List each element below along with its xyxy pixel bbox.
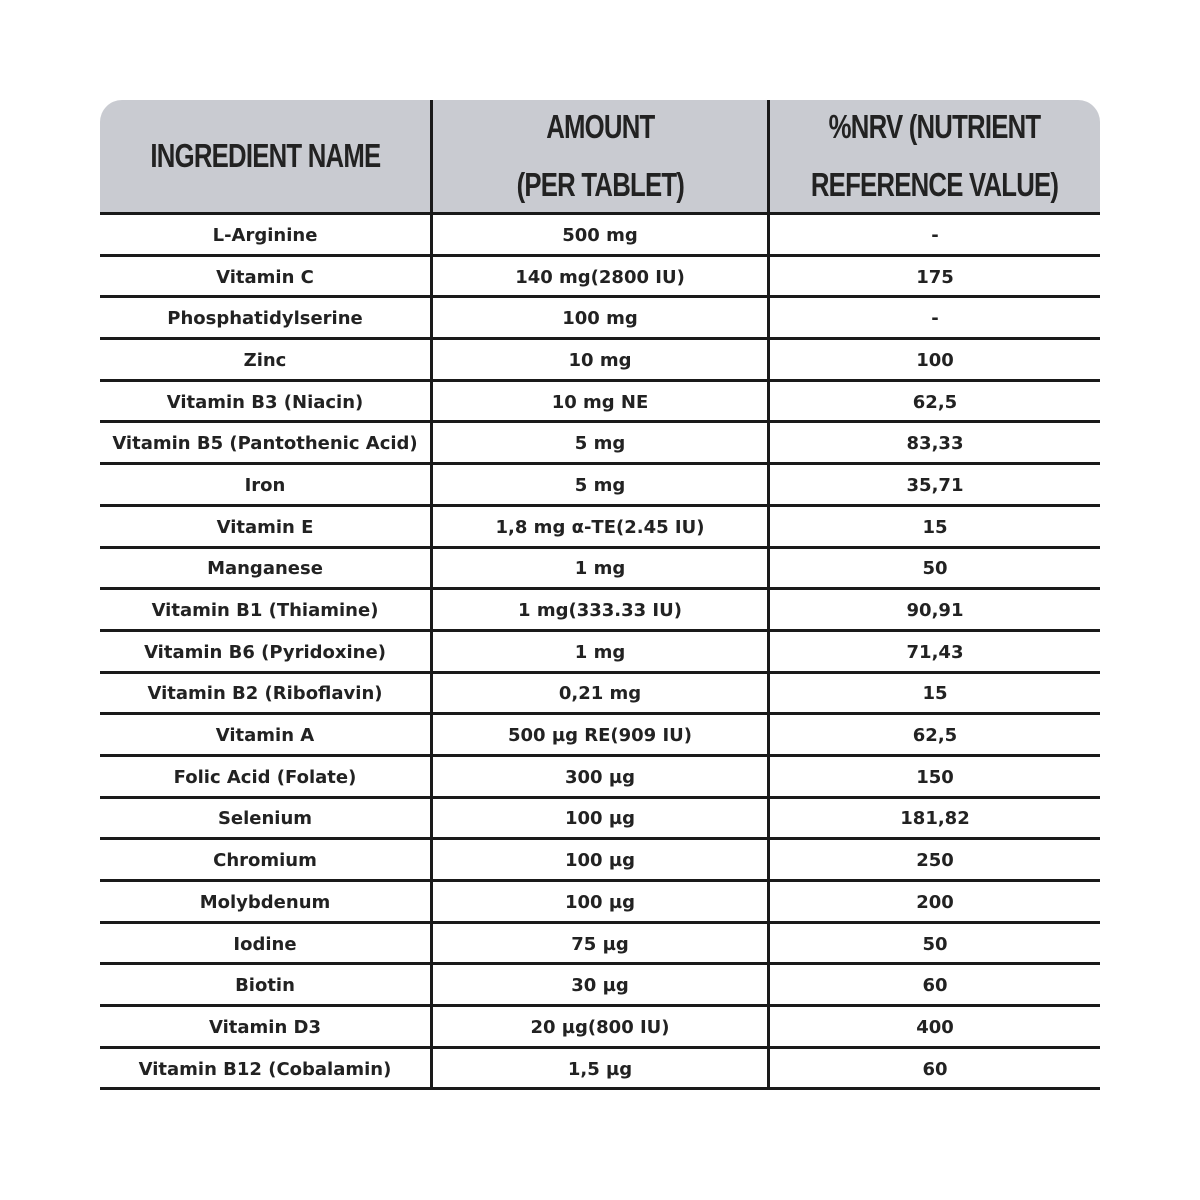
table-body — [100, 215, 1100, 1090]
ingredient-name-cell: Vitamin A — [100, 715, 433, 754]
ingredient-name-cell: Vitamin B2 (Riboflavin) — [100, 674, 433, 713]
header-amount-line2: (PER TABLET) — [516, 166, 684, 203]
table-row — [100, 674, 1100, 716]
ingredient-name-cell: Vitamin B5 (Pantothenic Acid) — [100, 423, 433, 462]
nrv-cell: 71,43 — [906, 641, 964, 663]
amount-cell: 0,21 mg — [433, 674, 770, 713]
nrv-cell: 62,5 — [912, 391, 958, 413]
nrv-cell: 90,91 — [906, 600, 964, 622]
table-row — [100, 590, 1100, 632]
ingredient-name-cell: Vitamin D3 — [100, 1007, 433, 1046]
amount-cell: 100 µg — [433, 840, 770, 879]
ingredient-name-cell: Vitamin B6 (Pyridoxine) — [100, 632, 433, 671]
nrv-cell: 60 — [922, 1058, 948, 1080]
ingredient-name-cell: Folic Acid (Folate) — [100, 757, 433, 796]
amount-cell: 500 mg — [433, 215, 770, 254]
amount-cell: 20 µg(800 IU) — [433, 1007, 770, 1046]
amount-cell: 1 mg — [433, 549, 770, 588]
header-ingredient: INGREDIENT NAME — [150, 137, 380, 174]
table-row — [100, 1049, 1100, 1091]
table-row — [100, 799, 1100, 841]
amount-cell: 140 mg(2800 IU) — [433, 257, 770, 296]
nrv-cell: 250 — [916, 850, 954, 872]
header-nrv-line2: REFERENCE VALUE) — [811, 166, 1059, 203]
nrv-cell: 62,5 — [912, 725, 958, 747]
table-row — [100, 840, 1100, 882]
ingredient-name-cell: Iodine — [100, 924, 433, 963]
header-amount-cell — [433, 100, 770, 212]
header-nrv-line1: %NRV (NUTRIENT — [829, 108, 1041, 145]
table-row — [100, 632, 1100, 674]
ingredient-name-cell: Vitamin B12 (Cobalamin) — [100, 1049, 433, 1088]
amount-cell: 1 mg(333.33 IU) — [433, 590, 770, 629]
table-row — [100, 507, 1100, 549]
table-row — [100, 882, 1100, 924]
ingredient-name-cell: Iron — [100, 465, 433, 504]
ingredient-name-cell: Phosphatidylserine — [100, 298, 433, 337]
amount-cell: 5 mg — [433, 423, 770, 462]
ingredient-name-cell: L-Arginine — [100, 215, 433, 254]
amount-cell: 30 µg — [433, 965, 770, 1004]
table-row — [100, 423, 1100, 465]
nrv-cell: 175 — [916, 266, 954, 288]
nrv-cell: 50 — [922, 933, 948, 955]
table-row — [100, 215, 1100, 257]
nrv-cell: 181,82 — [900, 808, 970, 830]
table-row — [100, 924, 1100, 966]
amount-cell: 300 µg — [433, 757, 770, 796]
nrv-cell: 83,33 — [906, 433, 964, 455]
table-row — [100, 298, 1100, 340]
table-row — [100, 549, 1100, 591]
amount-cell: 1,8 mg α-TE(2.45 IU) — [433, 507, 770, 546]
ingredient-name-cell: Biotin — [100, 965, 433, 1004]
ingredient-name-cell: Vitamin C — [100, 257, 433, 296]
nrv-cell: 200 — [916, 891, 954, 913]
header-amount — [516, 98, 683, 214]
table-row — [100, 965, 1100, 1007]
nrv-cell: - — [931, 224, 939, 246]
amount-cell: 1,5 µg — [433, 1049, 770, 1088]
header-nrv — [811, 98, 1058, 214]
ingredient-name-cell: Molybdenum — [100, 882, 433, 921]
table-header — [100, 100, 1100, 215]
amount-cell: 10 mg — [433, 340, 770, 379]
table-row — [100, 1007, 1100, 1049]
ingredient-name-cell: Zinc — [100, 340, 433, 379]
amount-cell: 10 mg NE — [433, 382, 770, 421]
nrv-cell: 15 — [922, 683, 948, 705]
amount-cell: 100 µg — [433, 882, 770, 921]
ingredient-name-cell: Manganese — [100, 549, 433, 588]
header-ingredient-cell — [100, 100, 433, 212]
table-row — [100, 715, 1100, 757]
table-row — [100, 465, 1100, 507]
ingredient-name-cell: Chromium — [100, 840, 433, 879]
amount-cell: 1 mg — [433, 632, 770, 671]
amount-cell: 75 µg — [433, 924, 770, 963]
amount-cell: 100 µg — [433, 799, 770, 838]
table-row — [100, 757, 1100, 799]
nrv-cell: 400 — [916, 1016, 954, 1038]
amount-cell: 5 mg — [433, 465, 770, 504]
nrv-cell: 60 — [922, 975, 948, 997]
ingredient-name-cell: Vitamin B1 (Thiamine) — [100, 590, 433, 629]
table-row — [100, 257, 1100, 299]
ingredient-name-cell: Selenium — [100, 799, 433, 838]
table-row — [100, 382, 1100, 424]
nrv-cell: 50 — [922, 558, 948, 580]
header-nrv-cell — [770, 100, 1100, 212]
nrv-cell: 150 — [916, 766, 954, 788]
nrv-cell: 100 — [916, 349, 954, 371]
ingredient-name-cell: Vitamin E — [100, 507, 433, 546]
nrv-cell: 35,71 — [906, 474, 964, 496]
nrv-cell: - — [931, 308, 939, 330]
amount-cell: 500 µg RE(909 IU) — [433, 715, 770, 754]
nutrition-table — [100, 100, 1100, 1090]
amount-cell: 100 mg — [433, 298, 770, 337]
header-amount-line1: AMOUNT — [545, 108, 655, 145]
ingredient-name-cell: Vitamin B3 (Niacin) — [100, 382, 433, 421]
table-row — [100, 340, 1100, 382]
nrv-cell: 15 — [922, 516, 948, 538]
